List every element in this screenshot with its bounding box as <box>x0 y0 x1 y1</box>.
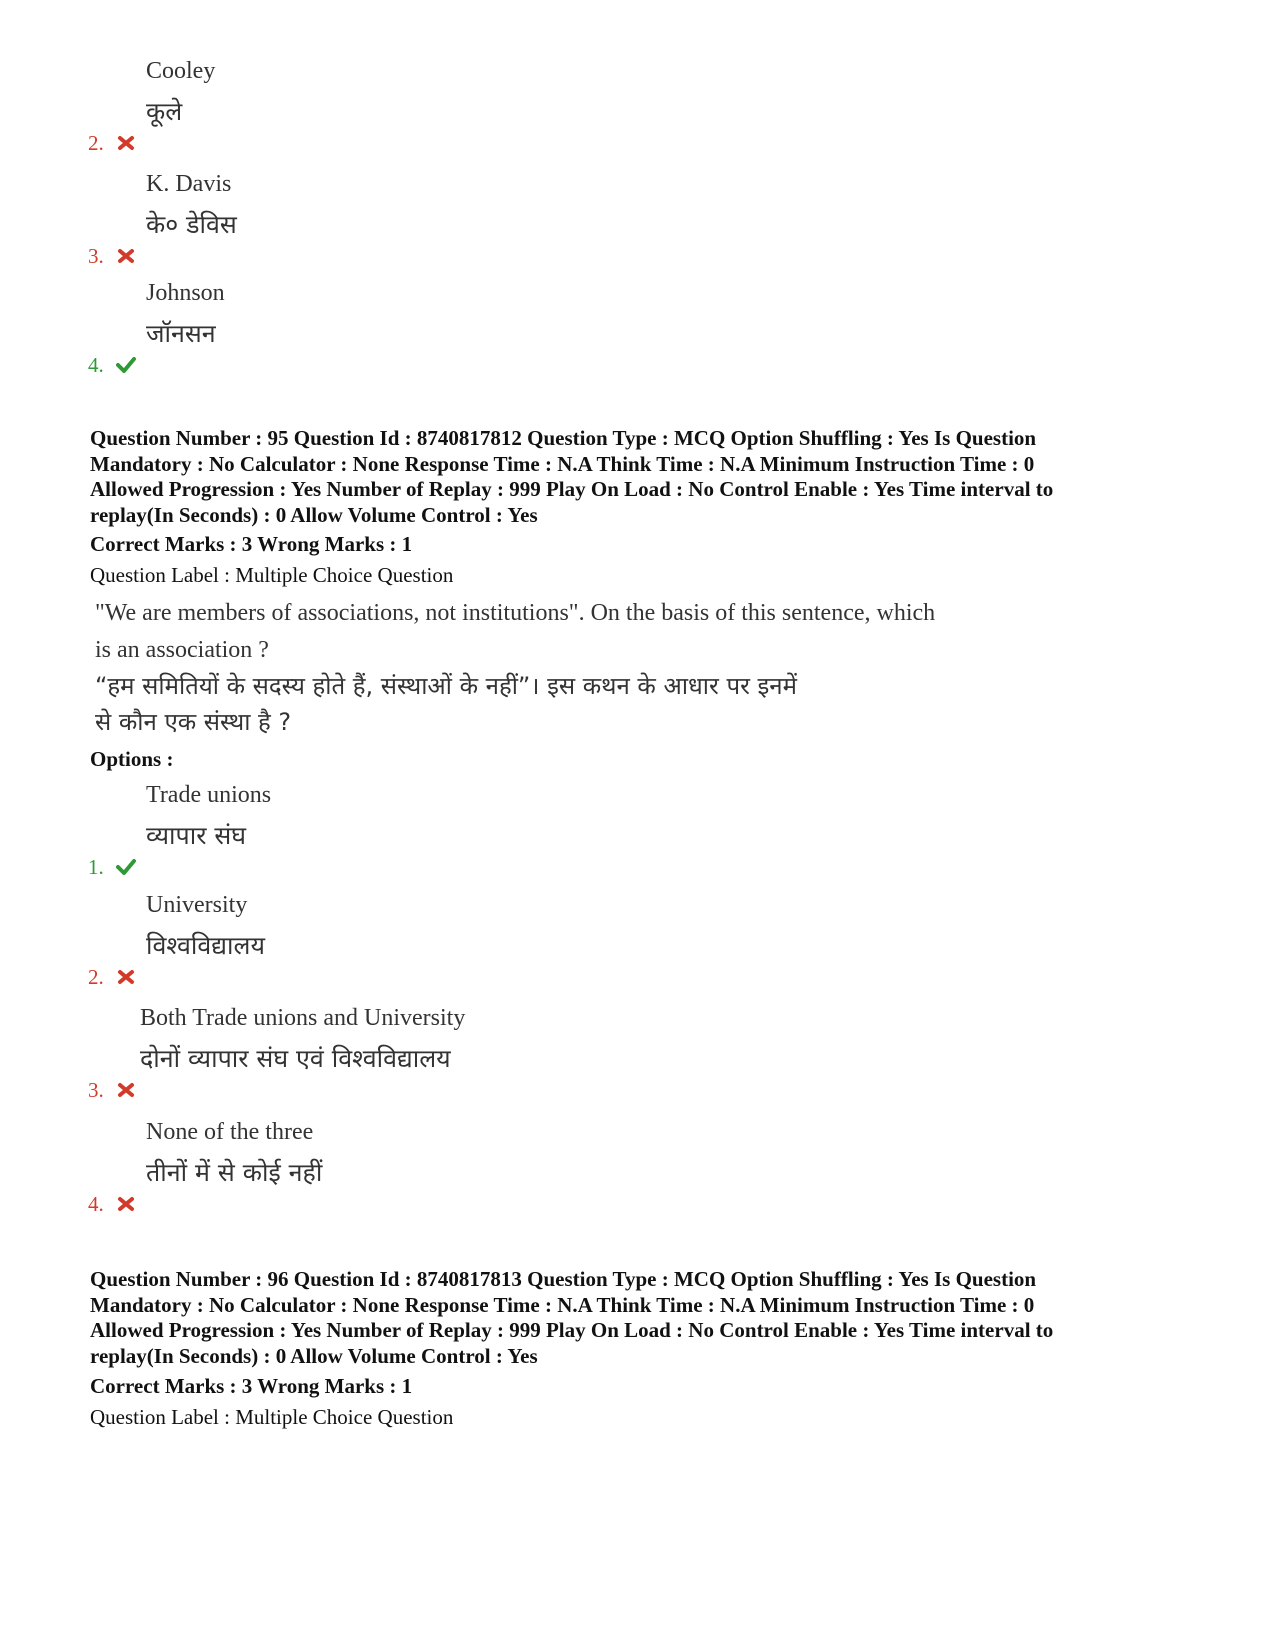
option-2-cooley <box>88 58 688 158</box>
q95-option-2 <box>88 892 688 992</box>
meta-line: replay(In Seconds) : 0 Allow Volume Control : Yes <box>90 502 538 527</box>
option-english: None of the three <box>146 1119 314 1145</box>
option-english: K. Davis <box>146 171 232 197</box>
option-hindi: व्यापार संघ <box>146 821 247 850</box>
meta-line: replay(In Seconds) : 0 Allow Volume Control : Yes <box>90 1343 538 1368</box>
text-line: "We are members of associations, not institutions". On the basis of this sentence, which <box>95 600 936 626</box>
meta-line: Question Number : 95 Question Id : 8740817812 Question Type : MCQ Option Shuffling : Yes Is Question <box>90 426 1037 450</box>
meta-line: Allowed Progression : Yes Number of Replay : 999 Play On Load : No Control Enable : Yes Time interval to <box>90 477 1054 501</box>
option-number: 1. <box>88 855 104 879</box>
question-95-marks: Correct Marks : 3 Wrong Marks : 1 <box>90 532 413 556</box>
question-96-label: Question Label : Multiple Choice Question <box>90 1405 454 1429</box>
option-english: Johnson <box>146 280 225 306</box>
correct-check-icon <box>116 356 136 374</box>
q95-option-3 <box>88 1005 688 1105</box>
option-english: Trade unions <box>146 782 272 808</box>
text-line: “हम समितियों के सदस्य होते हैं, संस्थाओं के नहीं”। इस कथन के आधार पर इनमें <box>95 672 797 700</box>
option-3-kdavis <box>88 171 688 271</box>
q95-option-1 <box>88 782 688 882</box>
meta-line: Question Number : 96 Question Id : 8740817813 Question Type : MCQ Option Shuffling : Yes Is Question <box>90 1267 1037 1291</box>
option-number: 3. <box>88 244 104 268</box>
text-line: से कौन एक संस्था है ? <box>95 708 292 736</box>
option-english: Cooley <box>146 58 216 84</box>
correct-check-icon <box>116 858 136 876</box>
option-number: 4. <box>88 1192 104 1216</box>
option-english: Both Trade unions and University <box>140 1005 466 1031</box>
option-number: 4. <box>88 353 104 377</box>
question-95-text-english <box>95 595 935 669</box>
question-95-meta <box>90 426 1200 528</box>
meta-line: Mandatory : No Calculator : None Response Time : N.A Think Time : N.A Minimum Instruction Time : 0 <box>90 451 1035 476</box>
wrong-cross-icon <box>116 968 136 986</box>
option-number: 2. <box>88 131 104 155</box>
meta-line: Mandatory : No Calculator : None Response Time : N.A Think Time : N.A Minimum Instruction Time : 0 <box>90 1292 1035 1317</box>
text-line: is an association ? <box>95 637 269 663</box>
option-english: University <box>146 892 248 918</box>
options-title: Options : <box>90 747 174 771</box>
wrong-cross-icon <box>116 1195 136 1213</box>
question-96-marks: Correct Marks : 3 Wrong Marks : 1 <box>90 1374 413 1398</box>
q95-option-4 <box>88 1119 688 1219</box>
option-hindi: के० डेविस <box>146 210 237 239</box>
option-4-johnson <box>88 280 688 380</box>
wrong-cross-icon <box>116 1081 136 1099</box>
option-hindi: दोनों व्यापार संघ एवं विश्वविद्यालय <box>140 1044 451 1073</box>
option-hindi: विश्वविद्यालय <box>146 931 265 960</box>
option-hindi: जॉनसन <box>146 319 216 348</box>
wrong-cross-icon <box>116 134 136 152</box>
option-hindi: तीनों में से कोई नहीं <box>146 1158 323 1187</box>
option-hindi: कूले <box>146 97 183 126</box>
option-number: 3. <box>88 1078 104 1102</box>
question-95-label: Question Label : Multiple Choice Question <box>90 563 454 587</box>
meta-line: Allowed Progression : Yes Number of Replay : 999 Play On Load : No Control Enable : Yes Time interval to <box>90 1318 1054 1342</box>
question-95-text-hindi <box>95 668 797 740</box>
question-96-meta <box>90 1267 1200 1369</box>
wrong-cross-icon <box>116 247 136 265</box>
option-number: 2. <box>88 965 104 989</box>
